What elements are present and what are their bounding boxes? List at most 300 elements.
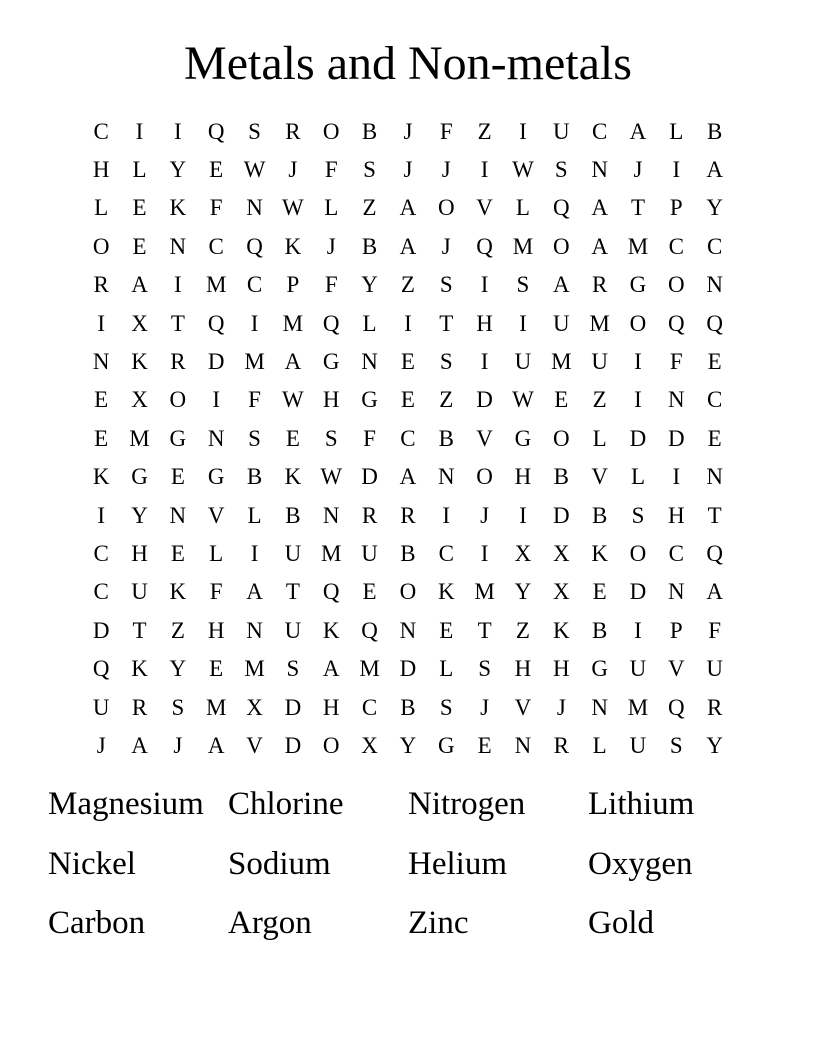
word-list-item: Helium — [408, 845, 507, 882]
grid-cell: P — [286, 272, 300, 298]
grid-cell: D — [284, 694, 302, 720]
grid-cell: Y — [399, 732, 417, 758]
grid-cell: Z — [477, 118, 492, 144]
grid-cell: N — [322, 502, 340, 528]
grid-cell: C — [707, 233, 723, 259]
grid-cell: O — [552, 233, 570, 259]
grid-cell: M — [627, 233, 649, 259]
grid-cell: F — [363, 425, 376, 451]
grid-cell: S — [631, 502, 645, 528]
grid-cell: E — [170, 540, 185, 566]
grid-cell: W — [282, 387, 304, 413]
grid-cell: O — [476, 464, 493, 490]
grid-cell: A — [629, 118, 647, 144]
grid-cell: Q — [322, 310, 340, 336]
grid-cell: I — [480, 272, 489, 298]
grid-cell: B — [246, 464, 263, 490]
grid-cell: I — [404, 310, 412, 336]
grid-cell: I — [480, 540, 489, 566]
grid-cell: H — [514, 656, 532, 682]
grid-cell: V — [246, 732, 263, 758]
grid-cell: A — [399, 195, 417, 221]
grid-cell: M — [282, 310, 304, 336]
grid-cell: I — [519, 118, 527, 144]
grid-cell: A — [552, 272, 570, 298]
grid-cell: N — [207, 425, 225, 451]
grid-cell: V — [207, 502, 225, 528]
grid-cell: I — [634, 349, 642, 375]
grid-cell: I — [97, 310, 105, 336]
grid-cell: S — [363, 157, 376, 183]
grid-cell: I — [672, 157, 681, 183]
grid-cell: N — [591, 157, 608, 183]
grid-cell: X — [131, 387, 148, 413]
grid-cell: L — [592, 425, 607, 451]
grid-cell: C — [93, 540, 109, 566]
grid-cell: Q — [706, 310, 723, 336]
grid-cell: S — [248, 425, 261, 451]
grid-cell: I — [212, 387, 221, 413]
grid-cell: D — [399, 656, 417, 682]
grid-cell: J — [633, 157, 643, 183]
grid-cell: N — [169, 502, 187, 528]
grid-cell: A — [246, 579, 263, 605]
grid-cell: S — [286, 656, 300, 682]
grid-cell: S — [439, 349, 453, 375]
grid-cell: X — [552, 579, 570, 605]
grid-cell: G — [207, 464, 225, 490]
grid-cell: G — [131, 464, 148, 490]
word-search-grid — [82, 112, 734, 765]
grid-cell: P — [669, 617, 683, 643]
grid-cell: Q — [246, 233, 263, 259]
grid-cell: N — [706, 272, 723, 298]
grid-cell: C — [668, 540, 684, 566]
grid-cell: S — [669, 732, 683, 758]
grid-cell: T — [132, 617, 147, 643]
grid-cell: Y — [706, 732, 723, 758]
grid-cell: U — [706, 656, 723, 682]
grid-cell: U — [629, 732, 647, 758]
grid-cell: C — [93, 579, 109, 605]
grid-cell: E — [554, 387, 569, 413]
grid-cell: D — [476, 387, 493, 413]
grid-cell: D — [92, 617, 110, 643]
grid-cell: R — [361, 502, 378, 528]
grid-cell: W — [282, 195, 304, 221]
grid-cell: Z — [400, 272, 415, 298]
word-list-item: Gold — [588, 905, 654, 941]
grid-cell: M — [129, 425, 150, 451]
grid-cell: K — [284, 464, 302, 490]
grid-cell: G — [629, 272, 647, 298]
grid-cell: L — [94, 195, 109, 221]
grid-cell: M — [321, 540, 342, 566]
grid-cell: F — [439, 118, 453, 144]
grid-cell: E — [400, 387, 415, 413]
grid-cell: U — [514, 349, 532, 375]
grid-cell: J — [441, 233, 451, 259]
grid-cell: J — [403, 118, 413, 144]
grid-cell: L — [132, 157, 147, 183]
grid-cell: R — [553, 732, 569, 758]
grid-cell: W — [512, 157, 534, 183]
word-list-item: Chlorine — [228, 786, 344, 822]
word-list-item: Nitrogen — [408, 786, 526, 822]
grid-cell: L — [515, 195, 530, 221]
grid-cell: B — [361, 233, 378, 259]
grid-cell: Z — [515, 617, 530, 643]
grid-cell: M — [205, 272, 227, 298]
grid-cell: L — [669, 118, 684, 144]
grid-cell: S — [439, 272, 453, 298]
grid-cell: U — [552, 310, 570, 336]
word-list-item: Magnesium — [48, 786, 204, 822]
grid-cell: O — [92, 233, 110, 259]
grid-cell: I — [480, 157, 489, 183]
grid-cell: B — [400, 540, 416, 566]
grid-cell: K — [169, 195, 187, 221]
word-list-item: Oxygen — [588, 845, 693, 882]
grid-cell: E — [362, 579, 377, 605]
grid-cell: K — [591, 540, 608, 566]
grid-cell: Z — [592, 387, 607, 413]
grid-cell: B — [591, 502, 608, 528]
grid-cell: F — [209, 579, 223, 605]
grid-cell: H — [514, 464, 532, 490]
grid-cell: E — [170, 464, 185, 490]
grid-cell: Q — [322, 579, 340, 605]
grid-cell: I — [519, 502, 527, 528]
grid-cell: E — [400, 349, 415, 375]
grid-cell: X — [131, 310, 148, 336]
grid-cell: Z — [170, 617, 185, 643]
word-list-item: Zinc — [408, 905, 469, 941]
grid-cell: F — [209, 195, 223, 221]
grid-cell: E — [209, 157, 224, 183]
grid-cell: C — [246, 272, 263, 298]
grid-cell: O — [552, 425, 570, 451]
grid-cell: A — [322, 656, 340, 682]
grid-cell: S — [478, 656, 491, 682]
grid-cell: S — [439, 694, 453, 720]
grid-cell: L — [247, 502, 262, 528]
grid-cell: W — [243, 157, 266, 183]
grid-cell: S — [171, 694, 185, 720]
grid-cell: N — [514, 732, 532, 758]
grid-cell: N — [706, 464, 723, 490]
grid-cell: K — [322, 617, 340, 643]
grid-cell: X — [514, 540, 532, 566]
grid-cell: Z — [362, 195, 377, 221]
grid-cell: O — [169, 387, 187, 413]
grid-cell: K — [131, 349, 148, 375]
word-list-item: Lithium — [588, 786, 695, 822]
grid-cell: M — [359, 656, 380, 682]
grid-cell: Q — [668, 694, 685, 720]
grid-cell: T — [630, 195, 646, 221]
grid-cell: U — [92, 694, 110, 720]
grid-cell: V — [668, 656, 685, 682]
grid-cell: E — [439, 617, 454, 643]
grid-cell: I — [442, 502, 451, 528]
grid-cell: B — [285, 502, 301, 528]
grid-cell: M — [205, 694, 227, 720]
grid-cell: B — [707, 118, 723, 144]
grid-cell: K — [552, 617, 570, 643]
grid-cell: I — [672, 464, 681, 490]
grid-cell: Q — [92, 656, 110, 682]
grid-cell: H — [92, 157, 110, 183]
grid-cell: D — [284, 732, 302, 758]
grid-cell: L — [439, 656, 454, 682]
grid-cell: N — [169, 233, 187, 259]
grid-cell: N — [399, 617, 417, 643]
grid-cell: Y — [169, 157, 187, 183]
grid-cell: C — [591, 118, 608, 144]
grid-cell: S — [554, 157, 568, 183]
grid-cell: C — [707, 387, 723, 413]
grid-cell: N — [361, 349, 378, 375]
grid-cell: J — [326, 233, 336, 259]
grid-cell: J — [556, 694, 566, 720]
grid-cell: E — [94, 425, 109, 451]
grid-cell: V — [476, 425, 493, 451]
grid-cell: U — [552, 118, 570, 144]
grid-cell: W — [512, 387, 534, 413]
grid-cell: O — [322, 732, 340, 758]
grid-cell: D — [629, 425, 647, 451]
grid-cell: B — [438, 425, 454, 451]
grid-cell: F — [248, 387, 261, 413]
grid-cell: I — [634, 617, 642, 643]
grid-cell: N — [591, 694, 608, 720]
grid-cell: X — [246, 694, 263, 720]
grid-cell: D — [629, 579, 647, 605]
grid-cell: S — [516, 272, 530, 298]
grid-cell: M — [512, 233, 534, 259]
grid-cell: E — [285, 425, 300, 451]
grid-cell: R — [131, 694, 148, 720]
grid-cell: G — [361, 387, 378, 413]
grid-cell: G — [322, 349, 340, 375]
grid-cell: O — [399, 579, 417, 605]
grid-cell: J — [96, 732, 106, 758]
grid-cell: O — [629, 310, 647, 336]
grid-cell: L — [209, 540, 224, 566]
grid-cell: Z — [439, 387, 454, 413]
grid-cell: E — [94, 387, 109, 413]
grid-cell: Y — [514, 579, 532, 605]
grid-cell: T — [285, 579, 300, 605]
grid-cell: V — [591, 464, 608, 490]
grid-cell: G — [514, 425, 532, 451]
grid-cell: R — [93, 272, 109, 298]
grid-cell: L — [630, 464, 646, 490]
grid-cell: J — [441, 157, 451, 183]
grid-cell: E — [707, 425, 722, 451]
grid-cell: X — [361, 732, 378, 758]
grid-cell: T — [439, 310, 454, 336]
grid-cell: F — [669, 349, 683, 375]
grid-cell: H — [131, 540, 148, 566]
grid-cell: Y — [131, 502, 148, 528]
grid-cell: A — [591, 233, 608, 259]
grid-cell: Y — [706, 195, 723, 221]
grid-cell: F — [324, 157, 338, 183]
grid-cell: E — [592, 579, 607, 605]
grid-cell: U — [284, 540, 302, 566]
grid-cell: J — [288, 157, 298, 183]
grid-cell: Q — [668, 310, 685, 336]
grid-cell: H — [322, 694, 340, 720]
grid-cell: C — [93, 118, 109, 144]
page-title: Metals and Non-metals — [184, 37, 632, 90]
word-list-item: Carbon — [48, 905, 146, 941]
grid-cell: J — [480, 502, 490, 528]
grid-cell: T — [707, 502, 722, 528]
grid-cell: A — [399, 233, 417, 259]
grid-cell: U — [284, 617, 302, 643]
grid-cell: N — [92, 349, 110, 375]
grid-cell: U — [591, 349, 608, 375]
grid-cell: A — [131, 272, 148, 298]
grid-cell: B — [400, 694, 416, 720]
grid-cell: Q — [706, 540, 723, 566]
grid-cell: D — [552, 502, 570, 528]
grid-cell: I — [634, 387, 642, 413]
grid-cell: Q — [552, 195, 570, 221]
word-list-item: Argon — [228, 905, 312, 941]
grid-cell: G — [169, 425, 187, 451]
grid-cell: L — [324, 195, 339, 221]
grid-cell: S — [248, 118, 261, 144]
grid-cell: E — [477, 732, 492, 758]
grid-cell: E — [209, 656, 224, 682]
grid-cell: N — [668, 387, 685, 413]
grid-cell: C — [208, 233, 224, 259]
grid-cell: T — [477, 617, 492, 643]
grid-cell: G — [437, 732, 455, 758]
grid-cell: A — [399, 464, 417, 490]
grid-cell: E — [132, 233, 147, 259]
word-list-item: Sodium — [228, 845, 331, 882]
grid-cell: Y — [169, 656, 187, 682]
grid-cell: H — [322, 387, 340, 413]
grid-cell: C — [438, 540, 454, 566]
grid-cell: K — [131, 656, 148, 682]
grid-cell: P — [669, 195, 683, 221]
grid-cell: I — [250, 540, 259, 566]
grid-cell: Q — [361, 617, 378, 643]
grid-cell: K — [169, 579, 187, 605]
grid-cell: W — [320, 464, 343, 490]
grid-cell: I — [135, 118, 144, 144]
grid-cell: G — [591, 656, 608, 682]
grid-cell: C — [668, 233, 684, 259]
grid-cell: V — [514, 694, 532, 720]
grid-cell: L — [592, 732, 607, 758]
grid-cell: X — [552, 540, 570, 566]
grid-cell: Q — [207, 310, 225, 336]
grid-cell: L — [362, 310, 377, 336]
grid-cell: M — [244, 349, 265, 375]
grid-cell: I — [250, 310, 259, 336]
grid-cell: H — [668, 502, 685, 528]
grid-cell: O — [629, 540, 647, 566]
grid-cell: J — [403, 157, 413, 183]
grid-cell: R — [285, 118, 301, 144]
grid-cell: E — [707, 349, 722, 375]
grid-cell: I — [174, 272, 182, 298]
grid-cell: K — [284, 233, 302, 259]
grid-cell: O — [322, 118, 340, 144]
grid-cell: K — [92, 464, 110, 490]
grid-cell: M — [474, 579, 495, 605]
grid-cell: I — [519, 310, 527, 336]
grid-cell: H — [207, 617, 225, 643]
grid-cell: C — [400, 425, 416, 451]
grid-cell: A — [591, 195, 608, 221]
grid-cell: Q — [207, 118, 225, 144]
grid-cell: B — [361, 118, 378, 144]
grid-cell: B — [553, 464, 569, 490]
grid-cell: O — [668, 272, 685, 298]
grid-cell: U — [361, 540, 378, 566]
grid-cell: A — [706, 579, 723, 605]
grid-cell: D — [361, 464, 378, 490]
grid-cell: H — [476, 310, 493, 336]
grid-cell: A — [284, 349, 302, 375]
grid-cell: N — [246, 195, 263, 221]
grid-cell: Y — [361, 272, 378, 298]
grid-cell: K — [437, 579, 455, 605]
grid-cell: Q — [476, 233, 493, 259]
grid-cell: D — [207, 349, 225, 375]
grid-cell: R — [400, 502, 416, 528]
grid-cell: M — [627, 694, 649, 720]
grid-cell: I — [480, 349, 489, 375]
grid-cell: H — [552, 656, 570, 682]
grid-cell: N — [668, 579, 685, 605]
grid-cell: M — [589, 310, 610, 336]
grid-cell: N — [437, 464, 455, 490]
grid-cell: A — [706, 157, 723, 183]
grid-cell: J — [480, 694, 490, 720]
grid-cell: D — [668, 425, 685, 451]
grid-cell: U — [629, 656, 647, 682]
grid-cell: M — [551, 349, 572, 375]
grid-cell: C — [361, 694, 378, 720]
grid-cell: V — [476, 195, 493, 221]
grid-cell: I — [97, 502, 105, 528]
grid-cell: S — [324, 425, 338, 451]
grid-cell: R — [170, 349, 186, 375]
grid-cell: A — [131, 732, 148, 758]
grid-cell: M — [244, 656, 265, 682]
grid-cell: U — [131, 579, 148, 605]
grid-cell: I — [174, 118, 182, 144]
word-list — [48, 778, 768, 957]
grid-cell: F — [708, 617, 722, 643]
grid-cell: O — [437, 195, 455, 221]
grid-cell: N — [246, 617, 263, 643]
grid-cell: R — [591, 272, 608, 298]
grid-cell: B — [591, 617, 608, 643]
grid-cell: T — [170, 310, 185, 336]
grid-cell: A — [207, 732, 225, 758]
word-list-item: Nickel — [48, 845, 136, 882]
